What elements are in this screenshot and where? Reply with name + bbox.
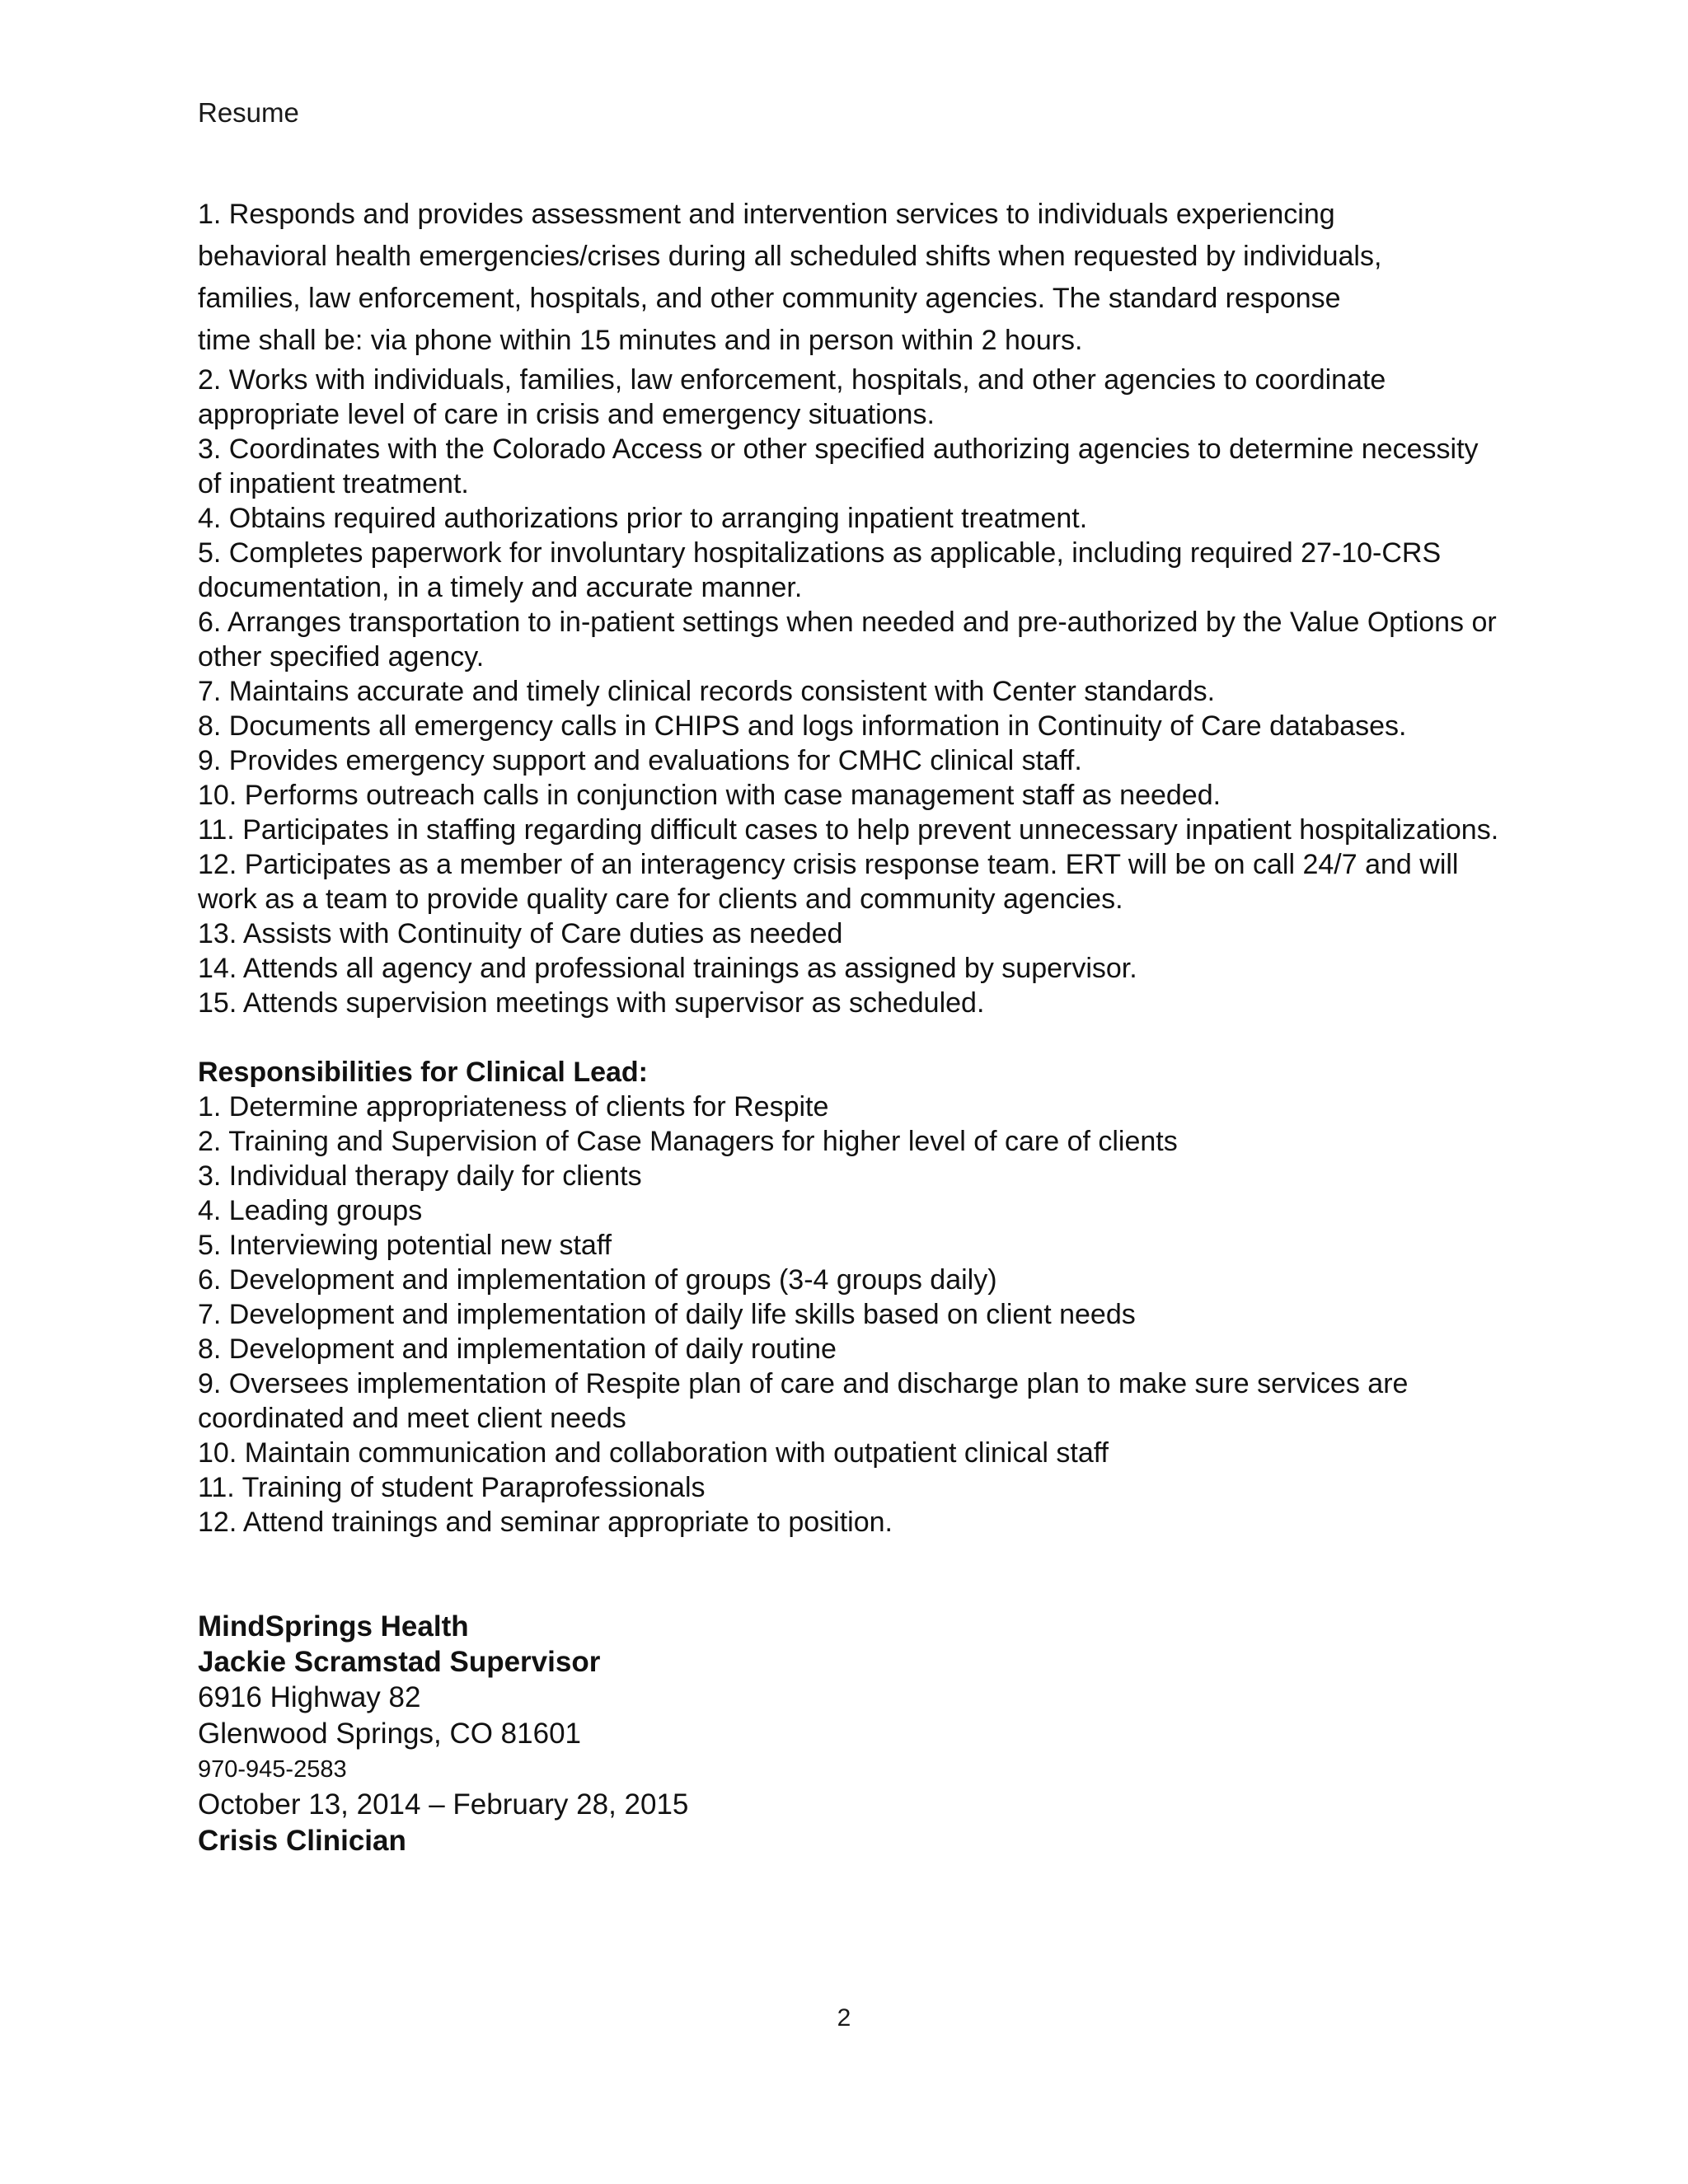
duty-item: 7. Maintains accurate and timely clinical records consistent with Center standards. — [198, 676, 1216, 707]
employer-block — [198, 1609, 1500, 1858]
duty-item: 6. Arranges transportation to in-patient settings when needed and pre-authorized by the Value Options or other specified agency. — [198, 607, 1497, 673]
clinical-lead-item: 11. Training of student Paraprofessionals — [198, 1472, 706, 1503]
clinical-lead-item: 5. Interviewing potential new staff — [198, 1230, 612, 1261]
employer-name: MindSprings Health — [198, 1610, 469, 1643]
clinical-lead-item: 2. Training and Supervision of Case Managers for higher level of care of clients — [198, 1126, 1178, 1157]
clinical-lead-item: 3. Individual therapy daily for clients — [198, 1160, 642, 1192]
page-content — [198, 194, 1500, 1858]
clinical-lead-item: 4. Leading groups — [198, 1195, 423, 1226]
duty-item: 10. Performs outreach calls in conjunction with case management staff as needed. — [198, 780, 1221, 811]
clinical-lead-item: 1. Determine appropriateness of clients for Respite — [198, 1091, 829, 1122]
employer-address: 6916 Highway 82 — [198, 1681, 421, 1713]
intro-duty-line: time shall be: via phone within 15 minutes and in person within 2 hours. — [198, 325, 1083, 356]
page-header-title: Resume — [198, 97, 299, 128]
duty-item: 4. Obtains required authorizations prior to arranging inpatient treatment. — [198, 503, 1088, 534]
clinical-lead-item: 12. Attend trainings and seminar appropriate to position. — [198, 1507, 893, 1538]
clinical-lead-item: 9. Oversees implementation of Respite plan of care and discharge plan to make sure services are coordinated and meet client needs — [198, 1368, 1409, 1434]
clinical-lead-list — [198, 1090, 1500, 1540]
clinical-lead-item: 6. Development and implementation of groups (3-4 groups daily) — [198, 1264, 997, 1296]
employer-city: Glenwood Springs, CO 81601 — [198, 1718, 581, 1750]
duties-list — [198, 363, 1500, 1020]
duty-item: 12. Participates as a member of an interagency crisis response team. ERT will be on call 24/7 and will work as a team to provide quality care for clients and community agencies. — [198, 849, 1459, 915]
duty-item: 14. Attends all agency and professional trainings as assigned by supervisor. — [198, 953, 1137, 984]
duty-item: 2. Works with individuals, families, law enforcement, hospitals, and other agencies to coordinate appropriate level of care in crisis and emergency situations. — [198, 364, 1386, 430]
intro-duty-line: 1. Responds and provides assessment and intervention services to individuals experiencing — [198, 199, 1335, 230]
page-number: 2 — [837, 2004, 851, 2032]
duty-item: 8. Documents all emergency calls in CHIPS and logs information in Continuity of Care databases. — [198, 710, 1407, 742]
clinical-lead-heading: Responsibilities for Clinical Lead: — [198, 1057, 648, 1088]
duty-item: 9. Provides emergency support and evaluations for CMHC clinical staff. — [198, 745, 1082, 776]
duty-item: 15. Attends supervision meetings with supervisor as scheduled. — [198, 987, 985, 1019]
clinical-lead-item: 10. Maintain communication and collaboration with outpatient clinical staff — [198, 1437, 1109, 1469]
duty-item: 13. Assists with Continuity of Care duties as needed — [198, 918, 843, 949]
duty-item: 5. Completes paperwork for involuntary hospitalizations as applicable, including required 27-10-CRS documentation, in a timely and accurate manner. — [198, 537, 1442, 603]
employment-dates: October 13, 2014 – February 28, 2015 — [198, 1788, 689, 1821]
intro-duty-line: behavioral health emergencies/crises during all scheduled shifts when requested by individuals, — [198, 241, 1382, 272]
duty-item: 11. Participates in staffing regarding difficult cases to help prevent unnecessary inpatient hospitalizations. — [198, 814, 1499, 846]
employer-supervisor: Jackie Scramstad Supervisor — [198, 1646, 601, 1678]
job-position: Crisis Clinician — [198, 1825, 406, 1857]
employer-phone: 970-945-2583 — [198, 1756, 347, 1783]
clinical-lead-item: 8. Development and implementation of daily routine — [198, 1333, 837, 1365]
duty-item: 3. Coordinates with the Colorado Access or other specified authorizing agencies to determine necessity of inpatient treatment. — [198, 434, 1479, 499]
clinical-lead-item: 7. Development and implementation of daily life skills based on client needs — [198, 1299, 1136, 1330]
intro-duty — [198, 194, 1500, 361]
intro-duty-line: families, law enforcement, hospitals, and other community agencies. The standard response — [198, 283, 1341, 314]
